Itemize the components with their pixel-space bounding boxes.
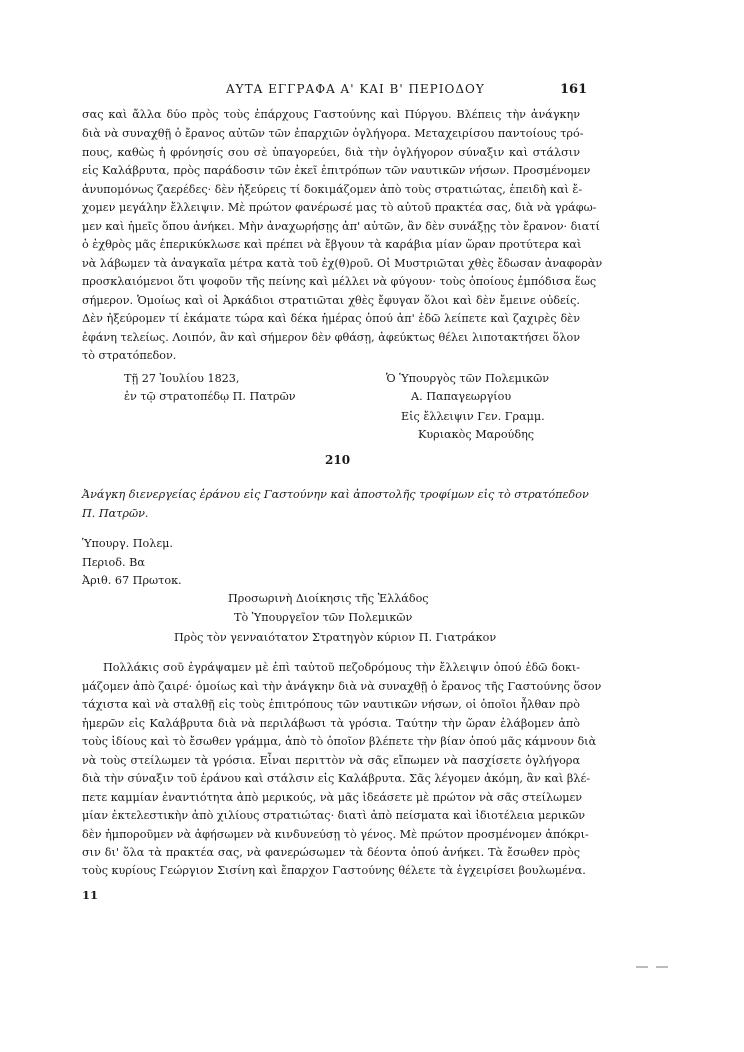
body-line: δὲν ἠμποροῦμεν νὰ ἀφήσωμεν νὰ κινδυνεύσῃ τὸ γένος. Μὲ πρώτον προσμένομεν ἀπόκρι- <box>82 828 589 841</box>
signature-title: Ὁ Ὑπουργὸς τῶν Πολεμικῶν <box>386 372 550 385</box>
heading-ministry: Τὸ Ὑπουργεῖον τῶν Πολεμικῶν <box>234 611 413 624</box>
body-line: νὰ τοὺς στείλωμεν τὰ γρόσια. Εἶναι περιττὸν νὰ σᾶς εἴπωμεν νὰ πασχίσετε ὀγλήγορα <box>82 754 580 767</box>
signature-mark: 11 <box>82 888 99 902</box>
text-line: εἰς Καλάβρυτα, πρὸς παράδοσιν τῶν ἐκεῖ ἐπιτρόπων τῶν ναυτικῶν νήσων. Προσμένομεν <box>82 164 591 177</box>
text-line: προσκλαιόμενοι ὅτι ψοφοῦν τῆς πείνης καὶ μέλλει νὰ φύγουν· τοὺς ὁποίους ἐμπόδισα ἕως <box>82 275 597 288</box>
body-line: τοὺς ἰδίους καὶ τὸ ἔσωθεν γράμμα, ἀπὸ τὸ ὁποῖον βλέπετε τὴν βίαν ὁπού μᾶς κάμνουν διὰ <box>82 735 597 748</box>
body-line: τοὺς κυρίους Γεώργιον Σισίνη καὶ ἔπαρχον Γαστούνης θέλετε τὰ ἐγχειρίσει βουλωμένα. <box>82 864 586 877</box>
text-line: σας καὶ ἄλλα δύο πρὸς τοὺς ἐπάρχους Γαστούνης καὶ Πύργου. Βλέπεις τὴν ἀνάγκην <box>82 108 580 121</box>
dateline-place: ἐν τῷ στρατοπέδῳ Π. Πατρῶν <box>124 390 296 403</box>
page-number: 161 <box>560 82 588 97</box>
reference-ministry: Ὑπουργ. Πολεμ. <box>82 537 173 550</box>
text-line: πους, καθὼς ἡ φρόνησίς σου σὲ ὑπαγορεύει, διὰ τὴν ὀγλήγορον σύναξιν καὶ στάλσιν <box>82 146 580 159</box>
text-line: σήμερον. Ὁμοίως καὶ οἱ Ἀρκάδιοι στρατιῶται χθὲς ἔφυγαν ὅλοι καὶ δὲν ἔμεινε οὐδείς. <box>82 294 580 307</box>
text-line: τὸ στρατόπεδον. <box>82 349 177 362</box>
body-line: μίαν ἐκτελεστικὴν ἀπὸ χιλίους στρατιώτας· διατὶ ἀπὸ πείσματα καὶ ἰδιοτέλεια μερικῶν <box>82 809 586 822</box>
heading-government: Προσωρινὴ Διοίκησις τῆς Ἑλλάδος <box>228 592 429 605</box>
signature-deputy-name: Κυριακὸς Μαρούδης <box>418 428 535 441</box>
text-line: Δὲν ἠξεύρομεν τί ἐκάματε τώρα καὶ δέκα ἡμέρας ὁπού ἀπ' ἐδῶ λείπετε καὶ ζαχιρὲς δὲν <box>82 312 580 325</box>
body-line: πετε καμμίαν ἐναντιότητα ἀπὸ μερικούς, νὰ μᾶς ἰδεάσετε μὲ πρώτον νὰ σᾶς στείλωμεν <box>82 791 583 804</box>
header-title: ΑΥΤΑ ΕΓΓΡΑΦΑ Α' ΚΑΙ Β' ΠΕΡΙΟΔΟΥ <box>226 82 485 96</box>
body-line: διὰ τὴν σύναξιν τοῦ ἐράνου καὶ στάλσιν εἰς Καλάβρυτα. Σᾶς λέγομεν ἀκόμη, ἂν καὶ βλέ- <box>82 772 591 785</box>
text-line: μεν καὶ ἡμεῖς ὅπου ἀνήκει. Μὴν ἀναχωρήσῃς ἀπ' αὐτῶν, ἂν δὲν συνάξῃς τὸν ἔρανον· διατί <box>82 220 600 233</box>
signature-deputy: Εἰς ἔλλειψιν Γεν. Γραμμ. <box>401 410 545 423</box>
document-number: 210 <box>325 453 351 467</box>
body-line: μάζομεν ἀπὸ ζαιρέ· ὁμοίως καὶ τὴν ἀνάγκην διὰ νὰ συναχθῇ ὁ ἔρανος τῆς Γαστούνης ὅσον <box>82 680 602 693</box>
heading-addressee: Πρὸς τὸν γενναιότατον Στρατηγὸν κύριον Π. Γιατράκον <box>174 631 497 644</box>
text-line: διὰ νὰ συναχθῇ ὁ ἔρανος αὐτῶν τῶν ἐπαρχιῶν ὀγλήγορα. Μεταχειρίσου παντοίους τρό- <box>82 127 584 140</box>
body-line: Πολλάκις σοῦ ἐγράψαμεν μὲ ἐπὶ ταὐτοῦ πεζοδρόμους τὴν ἔλλειψιν ὁπού ἐδῶ δοκι- <box>103 661 580 674</box>
text-line: χομεν μεγάλην ἔλλειψιν. Μὲ πρώτον φανέρωσέ μας τὸ αὐτοῦ πρακτέα σας, διὰ νὰ γράφω- <box>82 201 597 214</box>
reference-period: Περιοδ. Βα <box>82 556 145 569</box>
reference-number: Ἀριθ. 67 Πρωτοκ. <box>82 574 182 587</box>
dateline-date: Τῇ 27 Ἰουλίου 1823, <box>124 372 240 385</box>
text-line: νὰ λάβωμεν τὰ ἀναγκαῖα μέτρα κατὰ τοῦ ἐχ(θ)ροῦ. Οἱ Μυστριῶται χθὲς ἔδωσαν ἀναφορὰν <box>82 257 603 270</box>
text-line: ἐφάνη τελείως. Λοιπόν, ἂν καὶ σήμερον δὲν φθάσῃ, ἀφεύκτως θέλει λιποτακτήσει ὅλον <box>82 331 580 344</box>
running-header <box>0 82 744 102</box>
body-line: τάχιστα καὶ νὰ σταλθῇ εἰς τοὺς ἐπιτρόπους τῶν ναυτικῶν νήσων, οἱ ὁποῖοι ἦλθαν πρὸ <box>82 698 580 711</box>
body-line: σιν δι' ὅλα τὰ πρακτέα σας, νὰ φανερώσωμεν τὰ δέοντα ὁπού ἀνήκει. Τὰ ἔσωθεν πρὸς <box>82 846 580 859</box>
text-line: ἀνυπομόνως ζαερέδες· δὲν ἠξεύρεις τί δοκιμάζομεν ἀπὸ τοὺς στρατιώτας, ἐπειδὴ καὶ ἔ- <box>82 183 583 196</box>
summary-line: Π. Πατρῶν. <box>82 507 149 520</box>
body-line: ἡμερῶν εἰς Καλάβρυτα διὰ νὰ περιλάβωσι τὰ γρόσια. Ταύτην τὴν ὥραν ἐλάβομεν ἀπὸ <box>82 717 580 730</box>
signature-name: Α. Παπαγεωργίου <box>411 390 512 403</box>
summary-line: Ἀνάγκη διενεργείας ἐράνου εἰς Γαστούνην καὶ ἀποστολῆς τροφίμων εἰς τὸ στρατόπεδον <box>82 488 589 501</box>
text-line: ὁ ἐχθρὸς μᾶς ἐπερικύκλωσε καὶ πρέπει νὰ ἔβγουν τὰ καράβια μίαν ὥραν προτύτερα καὶ <box>82 238 582 251</box>
